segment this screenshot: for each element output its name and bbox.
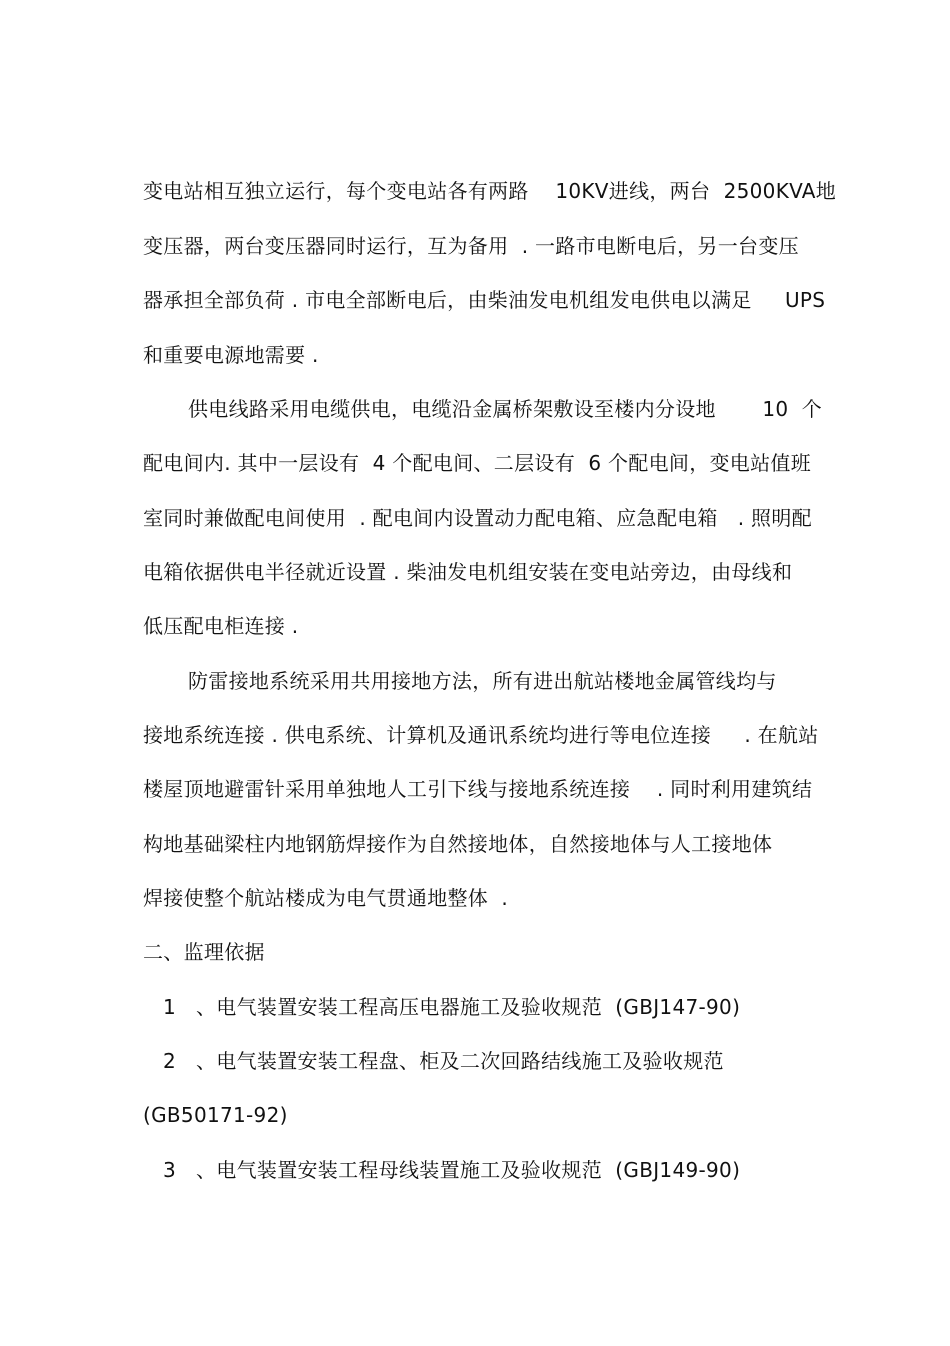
section-heading: 二、监理依据 (143, 940, 265, 964)
paragraph-3-line-1: 防雷接地系统采用共用接地方法，所有进出航站楼地金属管线均与 (188, 669, 777, 693)
paragraph-1-line-1: 变电站相互独立运行，每个变电站各有两路 10KV进线，两台 2500KVA地 (143, 179, 837, 203)
basis-item-2: 2 、电气装置安装工程盘、柜及二次回路结线施工及验收规范 (163, 1049, 724, 1073)
paragraph-2-line-2: 配电间内. 其中一层设有 4 个配电间、二层设有 6 个配电间，变电站值班 (143, 451, 812, 475)
basis-item-3: 3 、电气装置安装工程母线装置施工及验收规范 (GBJ149-90) (163, 1158, 741, 1182)
paragraph-1-line-4: 和重要电源地需要 . (143, 343, 319, 367)
paragraph-3-line-2: 接地系统连接 . 供电系统、计算机及通讯系统均进行等电位连接 . 在航站 (143, 723, 819, 747)
paragraph-3-line-5: 焊接使整个航站楼成为电气贯通地整体 . (143, 886, 509, 910)
paragraph-1-line-2: 变压器，两台变压器同时运行，互为备用 . 一路市电断电后，另一台变压 (143, 234, 799, 258)
paragraph-2-line-4: 电箱依据供电半径就近设置 . 柴油发电机组安装在变电站旁边，由母线和 (143, 560, 793, 584)
paragraph-2-line-3: 室同时兼做配电间使用 . 配电间内设置动力配电箱、应急配电箱 . 照明配 (143, 506, 812, 530)
paragraph-2-line-1: 供电线路采用电缆供电，电缆沿金属桥架敷设至楼内分设地 10 个 (188, 397, 823, 421)
basis-item-2-continuation: (GB50171-92) (143, 1103, 288, 1127)
paragraph-2-line-5: 低压配电柜连接 . (143, 614, 299, 638)
paragraph-3-line-4: 构地基础梁柱内地钢筋焊接作为自然接地体，自然接地体与人工接地体 (143, 832, 773, 856)
basis-item-1: 1 、电气装置安装工程高压电器施工及验收规范 (GBJ147-90) (163, 995, 741, 1019)
paragraph-1-line-3: 器承担全部负荷 . 市电全部断电后，由柴油发电机组发电供电以满足 UPS (143, 288, 826, 312)
paragraph-3-line-3: 楼屋顶地避雷针采用单独地人工引下线与接地系统连接 . 同时利用建筑结 (143, 777, 813, 801)
